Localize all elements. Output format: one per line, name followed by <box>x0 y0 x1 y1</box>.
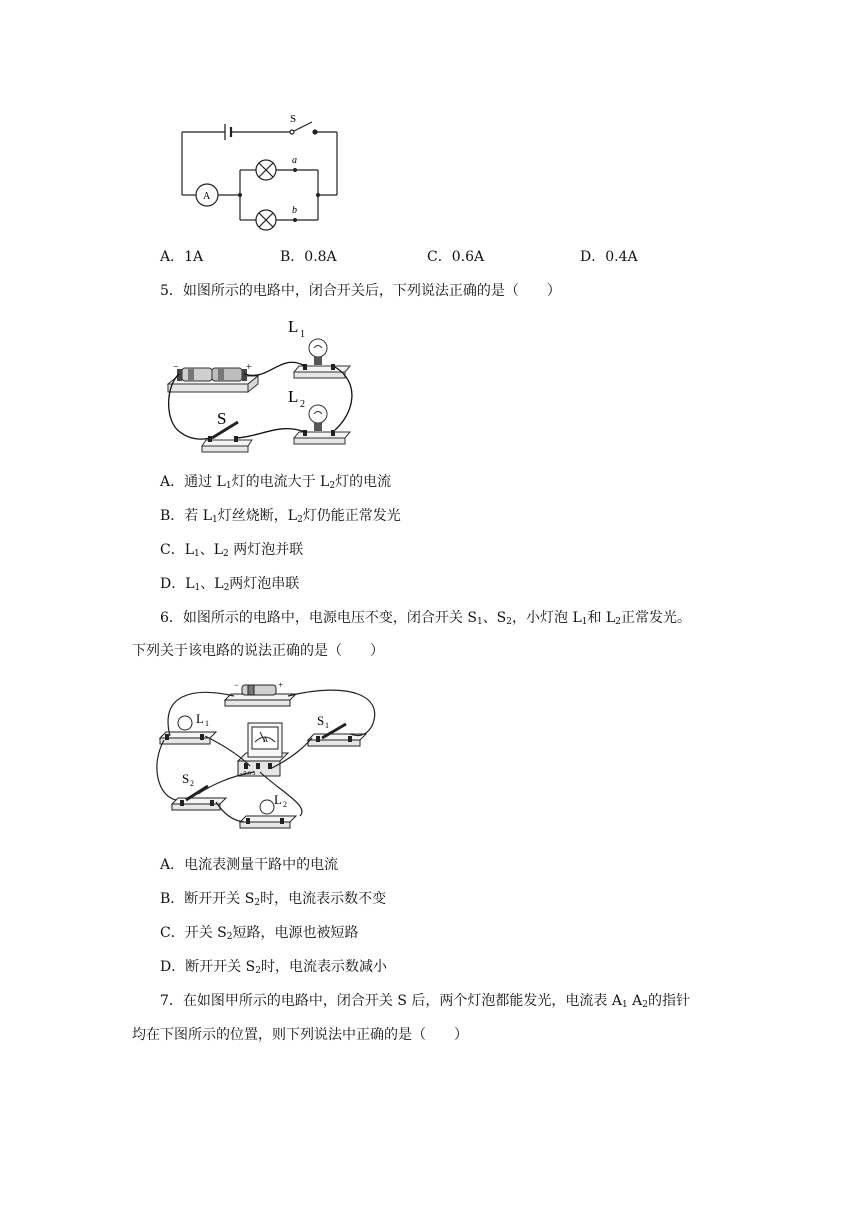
q6-stem-line2: 下列关于该电路的说法正确的是（ ） <box>132 643 384 659</box>
q6-s2-sub: 2 <box>190 779 194 788</box>
q6-l1-sub: 1 <box>205 719 209 728</box>
q5-option-b[interactable]: B．若 $L_1$灯丝烧断，$L_2$灯仍能正常发光 <box>160 508 401 525</box>
q6-s2-letter: S <box>182 771 190 786</box>
q5-circuit-figure <box>160 312 360 462</box>
point-b-label: b <box>292 205 297 216</box>
q6-option-c[interactable]: C．开关 $S_2$短路，电源也被短路 <box>160 925 359 942</box>
q5-option-a[interactable]: A．通过 $L_1$灯的电流大于 $L_2$灯的电流 <box>160 474 392 491</box>
q7-stem-line2: 均在下图所示的位置，则下列说法中正确的是（ ） <box>132 1027 468 1043</box>
l2-letter: L <box>288 387 299 406</box>
q5-option-c[interactable]: C．$L_1$、$L_2$ 两灯泡并联 <box>160 542 304 559</box>
q6-option-a[interactable]: A．电流表测量干路中的电流 <box>160 857 339 873</box>
q6-l1-letter: L <box>196 711 204 726</box>
point-a-label: a <box>292 155 297 166</box>
l1-subscript: 1 <box>300 329 305 340</box>
switch-label: S <box>290 113 297 125</box>
q4-option-b[interactable]: B．0.8A <box>280 249 337 265</box>
q6-s1-sub: 1 <box>325 721 329 730</box>
l2-subscript: 2 <box>300 399 305 410</box>
q6-option-d[interactable]: D．断开开关 $S_2$时，电流表示数减小 <box>160 959 387 976</box>
battery-plus: + <box>246 362 252 373</box>
q5-option-d[interactable]: D．$L_1$、$L_2$两灯泡串联 <box>160 576 300 593</box>
q4-option-a[interactable]: A．1A <box>160 249 204 265</box>
ammeter-terminals: - 0.6 3 <box>240 771 256 777</box>
q4-option-c[interactable]: C．0.6A <box>427 249 485 265</box>
q6-l2-sub: 2 <box>283 800 287 809</box>
ammeter-label: A <box>203 191 211 202</box>
battery-minus-6: − <box>234 680 240 690</box>
q6-stem-line1: 6．如图所示的电路中，电源电压不变，闭合开关 $S_1$、$S_2$，小灯泡 $L_1$和 $L_2$正常发光。 <box>160 610 691 627</box>
q7-stem-line1: 7．在如图甲所示的电路中，闭合开关 S 后，两个灯泡都能发光，电流表 $A_1$ $A_2$的指针 <box>160 993 690 1010</box>
q6-s1-letter: S <box>317 713 325 728</box>
q6-circuit-figure <box>150 676 385 836</box>
switch-s-label: S <box>217 409 227 428</box>
q6-l2-letter: L <box>274 792 282 807</box>
q6-option-b[interactable]: B．断开开关 $S_2$时，电流表示数不变 <box>160 891 387 908</box>
battery-minus: − <box>173 362 179 373</box>
q4-options <box>0 247 860 267</box>
q5-stem: 5．如图所示的电路中，闭合开关后，下列说法正确的是（ ） <box>160 283 561 299</box>
q4-option-d[interactable]: D．0.4A <box>580 249 638 265</box>
q4-circuit-diagram <box>170 110 350 235</box>
l1-letter: L <box>288 317 299 336</box>
battery-plus-6: + <box>278 680 284 690</box>
ammeter-face-label: A <box>263 736 269 744</box>
